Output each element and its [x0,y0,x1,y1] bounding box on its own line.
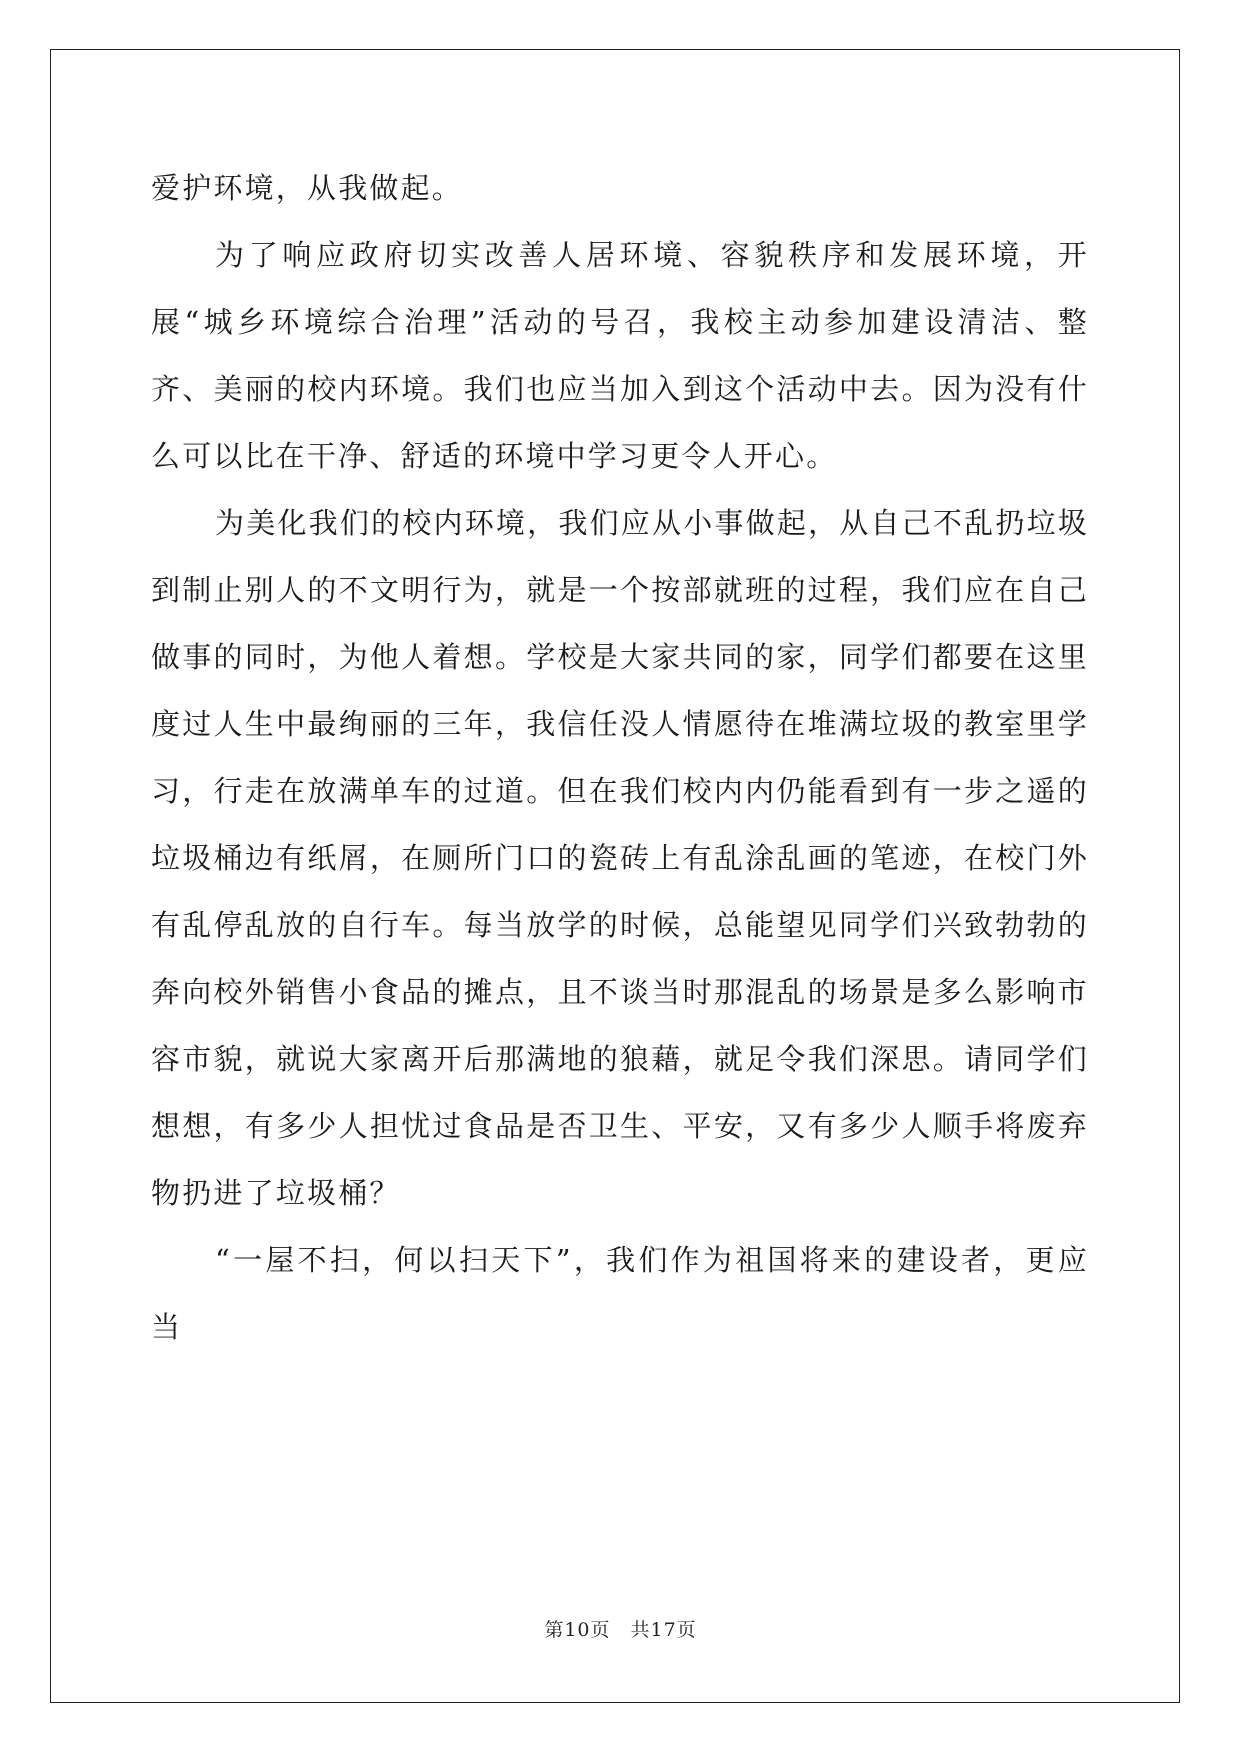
page-number-footer: 第10页 共17页 [544,1619,697,1641]
paragraph-4: “一屋不扫，何以扫天下”，我们作为祖国将来的建设者，更应当 [151,1243,1089,1344]
paragraph-2: 为了响应政府切实改善人居环境、容貌秩序和发展环境，开展“城乡环境综合治理”活动的号召，我校主动参加建设清洁、整齐、美丽的校内环境。我们也应当加入到这个活动中去。因为没有什么可以比在干净、舒适的环境中学习更令人开心。 [151,238,1089,473]
paragraph-3: 为美化我们的校内环境，我们应从小事做起，从自己不乱扔垃圾到制止别人的不文明行为，就是一个按部就班的过程，我们应在自己做事的同时，为他人着想。学校是大家共同的家，同学们都要在这里度过人生中最绚丽的三年，我信任没人情愿待在堆满垃圾的教室里学习，行走在放满单车的过道。但在我们校内内仍能看到有一步之遥的垃圾桶边有纸屑，在厕所门口的瓷砖上有乱涂乱画的笔迹，在校门外有乱停乱放的自行车。每当放学的时候，总能望见同学们兴致勃勃的奔向校外销售小食品的摊点，且不谈当时那混乱的场景是多么影响市容市貌，就说大家离开后那满地的狼藉，就足令我们深思。请同学们想想，有多少人担忧过食品是否卫生、平安，又有多少人顺手将废弃物扔进了垃圾桶？ [151,506,1089,1210]
document-body [151,155,1089,1361]
paragraph-1: 爱护环境，从我做起。 [151,171,464,205]
